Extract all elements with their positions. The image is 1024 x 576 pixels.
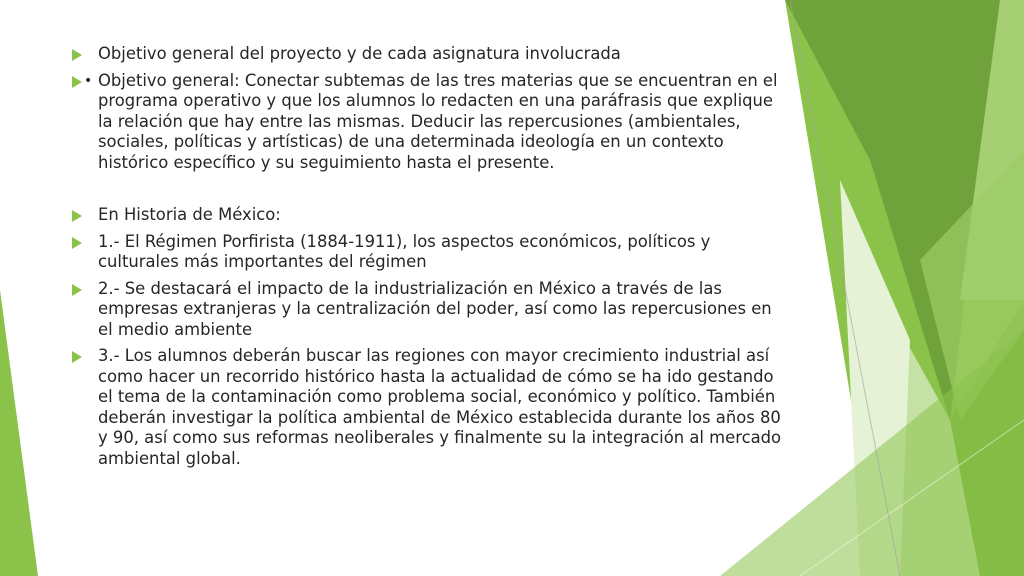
bullet-item bbox=[70, 346, 790, 469]
arrow-bullet-icon bbox=[72, 210, 82, 222]
bullet-text: Objetivo general del proyecto y de cada asignatura involucrada bbox=[98, 44, 621, 63]
dot-bullet-icon: • bbox=[84, 72, 93, 89]
bullet-text: 3.- Los alumnos deberán buscar las regiones con mayor crecimiento industrial así como hacer un recorrido histórico hasta la actualidad de cómo se ha ido gestando el tema de la contaminación como problema social, económico y político. También deberán investigar la política ambiental de México establecida durante los años 80 y 90, así como sus reformas neoliberales y finalmente su la integración al mercado ambiental global. bbox=[98, 346, 782, 468]
arrow-bullet-icon bbox=[72, 237, 82, 249]
bullet-item bbox=[70, 205, 790, 226]
left-facet bbox=[0, 290, 38, 576]
bullet-list bbox=[70, 44, 790, 469]
bullet-item bbox=[70, 44, 790, 65]
arrow-bullet-icon bbox=[72, 284, 82, 296]
arrow-bullet-icon bbox=[72, 351, 82, 363]
bullet-item bbox=[70, 71, 790, 174]
bullet-text: En Historia de México: bbox=[98, 205, 281, 224]
bullet-text: Objetivo general: Conectar subtemas de las tres materias que se encuentran en el programa operativo y que los alumnos lo redacten en una paráfrasis que explique la relación que hay entre las mismas. Deducir las repercusiones (ambientales, sociales, políticas y artísticas) de una determinada ideología en un contexto histórico específico y su seguimiento hasta el presente. bbox=[98, 70, 778, 172]
bullet-text: 2.- Se destacará el impacto de la industrialización en México a través de las empresas extranjeras y la centralización del poder, así como las repercusiones en el medio ambiente bbox=[98, 278, 772, 339]
bullet-text: 1.- El Régimen Porfirista (1884-1911), los aspectos económicos, políticos y culturales más importantes del régimen bbox=[98, 231, 711, 271]
bullet-item bbox=[70, 279, 790, 341]
bullet-item bbox=[70, 232, 790, 273]
arrow-bullet-icon bbox=[72, 76, 82, 88]
arrow-bullet-icon bbox=[72, 49, 82, 61]
